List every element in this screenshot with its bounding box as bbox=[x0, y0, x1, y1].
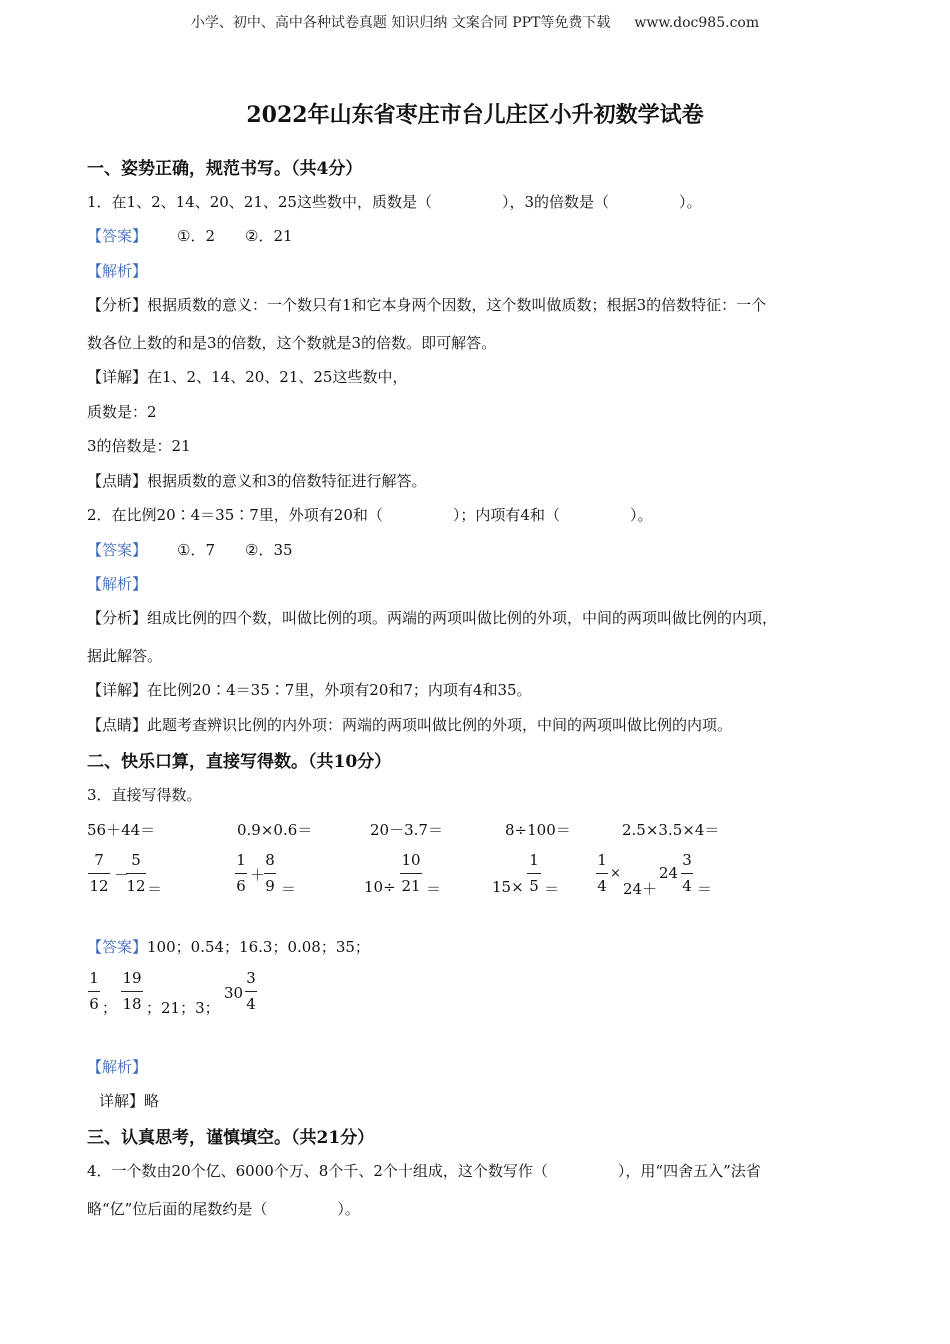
q3-f2-frac-b: 8 9 bbox=[265, 851, 275, 895]
q3-f3-frac: 10 21 bbox=[401, 851, 421, 895]
q4-text-d: ）。 bbox=[337, 1200, 360, 1218]
q2-analysis-tag: 【解析】 bbox=[87, 575, 148, 593]
q1-fenxi-text1: 根据质数的意义：一个数只有1和它本身两个因数，这个数叫做质数；根据3的倍数特征：一个 bbox=[147, 296, 767, 314]
q1-fenxi-line2: 数各位上数的和是3的倍数，这个数就是3的倍数。即可解答。 bbox=[87, 334, 497, 352]
detail-tag: 详解】 bbox=[99, 1092, 145, 1110]
fenxi-tag: 【分析】 bbox=[87, 296, 148, 314]
q1-analysis-tag: 【解析】 bbox=[87, 262, 148, 280]
q3-ans-frac-3: 3 4 bbox=[246, 969, 256, 1013]
q1-detail-line3: 3的倍数是：21 bbox=[87, 437, 191, 455]
answer-tag: 【答案】 bbox=[87, 938, 148, 956]
header-text: 小学、初中、高中各种试卷真题 知识归纳 文案合同 PPT等免费下载 bbox=[190, 15, 611, 31]
q4-text-line1 bbox=[87, 1160, 761, 1181]
q2-detail bbox=[87, 679, 532, 700]
detail-tag: 【详解】 bbox=[87, 681, 148, 699]
q4-text-a: 4．一个数由20个亿、6000个万、8个千、2个十组成，这个数写作（ bbox=[87, 1162, 548, 1180]
q2-answer-text: ①．7 ②．35 bbox=[177, 541, 293, 559]
q3-f1-eq: ＝ bbox=[147, 880, 163, 898]
q1-detail-line2: 质数是：2 bbox=[87, 403, 157, 421]
q2-text bbox=[87, 504, 652, 525]
q1-text bbox=[87, 191, 702, 212]
q1-answer-text: ①．2 ②．21 bbox=[177, 227, 293, 245]
q2-text-b: ）；内项有4和（ bbox=[452, 506, 560, 524]
q2-fenxi-line1 bbox=[87, 607, 777, 628]
q1-note-text: 根据质数的意义和3的倍数特征进行解答。 bbox=[147, 472, 427, 490]
q3-detail-text: 略 bbox=[144, 1092, 160, 1110]
q3-f5-mid: 24＋ bbox=[623, 880, 658, 898]
page-header bbox=[0, 12, 950, 32]
q3-f5-eq: ＝ bbox=[697, 880, 713, 898]
q3-row1-item-2: 0.9×0.6＝ bbox=[237, 821, 313, 839]
note-tag: 【点睛】 bbox=[87, 472, 148, 490]
q3-f1-frac-a: 7 12 bbox=[89, 851, 109, 895]
q3-f2-op: ＋ bbox=[250, 866, 266, 884]
q3-ans-whole: 30 bbox=[224, 984, 244, 1002]
section-1-heading: 一、姿势正确，规范书写。（共4分） bbox=[87, 159, 363, 179]
answer-tag: 【答案】 bbox=[87, 227, 148, 245]
q3-answer-text: 100；0.54；16.3；0.08；35； bbox=[147, 938, 370, 956]
q3-ans-frac-2: 19 18 bbox=[122, 969, 142, 1013]
section-3-heading: 三、认真思考，谨慎填空。（共21分） bbox=[87, 1128, 375, 1148]
q3-row1-item-5: 2.5×3.5×4＝ bbox=[622, 821, 720, 839]
q3-ans-tail: ；21；3； bbox=[146, 999, 220, 1017]
q3-detail bbox=[99, 1090, 159, 1111]
section-2-heading: 二、快乐口算，直接写得数。（共10分） bbox=[87, 752, 392, 772]
page-title: 2022年山东省枣庄市台儿庄区小升初数学试卷 bbox=[246, 102, 704, 128]
header-site[interactable]: www.doc985.com bbox=[634, 15, 760, 31]
q3-f3-pre: 10÷ bbox=[364, 878, 396, 896]
q3-f4-frac: 1 5 bbox=[527, 853, 541, 894]
q2-text-c: ）。 bbox=[629, 506, 653, 524]
q3-f4-eq: ＝ bbox=[544, 880, 560, 898]
detail-tag: 【详解】 bbox=[87, 368, 148, 386]
q3-f5-frac-b: 3 4 bbox=[682, 851, 692, 895]
q3-f1-frac-b: 5 12 bbox=[126, 851, 146, 895]
q3-intro: 3．直接写得数。 bbox=[87, 786, 202, 804]
q3-analysis-tag: 【解析】 bbox=[87, 1058, 148, 1076]
q4-text-b: ），用“四舍五入”法省 bbox=[617, 1162, 761, 1180]
q3-row1-item-3: 20－3.7＝ bbox=[370, 821, 443, 839]
q1-fenxi-line1 bbox=[87, 294, 766, 315]
note-tag: 【点睛】 bbox=[87, 716, 148, 734]
q2-answer bbox=[87, 539, 293, 560]
q3-row1-item-4: 8÷100＝ bbox=[505, 821, 571, 839]
q2-note bbox=[87, 714, 732, 735]
q3-row1-item-1: 56＋44＝ bbox=[87, 821, 156, 839]
q3-f5-whole: 24 bbox=[659, 864, 679, 882]
q2-fenxi-text1: 组成比例的四个数，叫做比例的项。两端的两项叫做比例的外项，中间的两项叫做比例的内项， bbox=[147, 609, 778, 627]
q3-f1-op: － bbox=[114, 866, 130, 884]
q3-f3-eq: ＝ bbox=[426, 880, 442, 898]
answer-tag: 【答案】 bbox=[87, 541, 148, 559]
q3-f4-pre: 15× bbox=[492, 878, 524, 896]
q3-f2-frac-a: 1 6 bbox=[236, 851, 246, 895]
q4-text-line2 bbox=[87, 1198, 360, 1219]
q1-text-c: ）。 bbox=[679, 193, 702, 211]
q1-detail-text1: 在1、2、14、20、21、25这些数中， bbox=[147, 368, 408, 386]
q3-ans-sep: ； bbox=[102, 999, 118, 1017]
q3-f5-op: × bbox=[610, 866, 621, 881]
q2-detail-text: 在比例20∶4＝35∶7里，外项有20和7；内项有4和35。 bbox=[147, 681, 532, 699]
q2-fenxi-line2: 据此解答。 bbox=[87, 647, 163, 665]
q2-note-text: 此题考查辨识比例的内外项：两端的两项叫做比例的外项，中间的两项叫做比例的内项。 bbox=[147, 716, 733, 734]
q1-note bbox=[87, 470, 427, 491]
q3-f5-frac-a: 1 4 bbox=[597, 851, 607, 895]
q1-text-b: ），3的倍数是（ bbox=[501, 193, 610, 211]
q3-f2-eq: ＝ bbox=[281, 880, 297, 898]
q3-ans-frac-1: 1 6 bbox=[89, 969, 99, 1013]
q3-answer bbox=[87, 936, 370, 957]
q1-detail-line1 bbox=[87, 366, 407, 387]
q1-answer bbox=[87, 225, 293, 246]
fenxi-tag: 【分析】 bbox=[87, 609, 148, 627]
q1-text-a: 1．在1、2、14、20、21、25这些数中，质数是（ bbox=[87, 193, 432, 211]
q4-text-c: 略“亿”位后面的尾数约是（ bbox=[87, 1200, 268, 1218]
q2-text-a: 2．在比例20∶4＝35∶7里，外项有20和（ bbox=[87, 506, 383, 524]
